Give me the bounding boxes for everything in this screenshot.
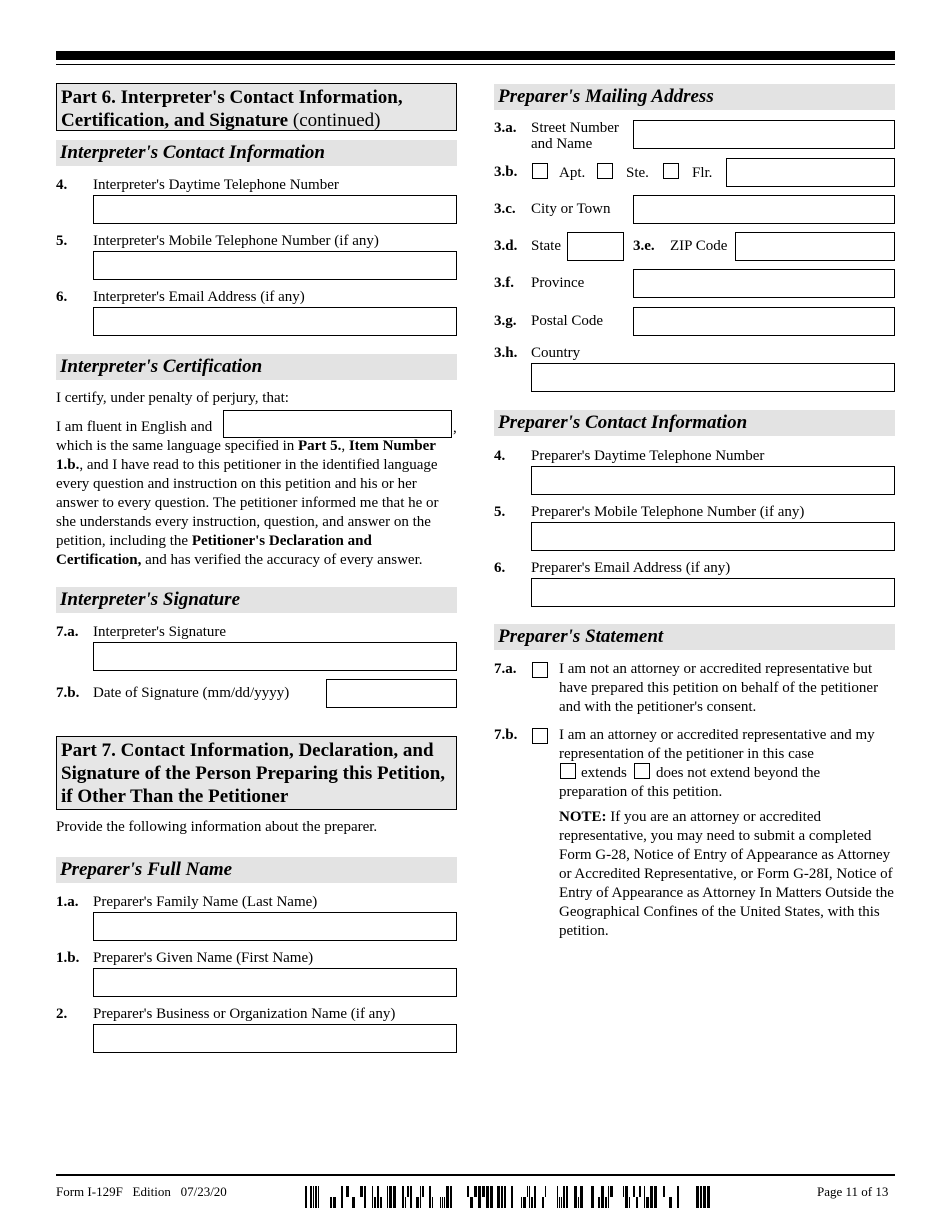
- field-label: Preparer's Email Address (if any): [531, 560, 731, 576]
- statement-b-text-end: preparation of this petition.: [559, 784, 723, 800]
- statement-a-text: I am not an attorney or accredited representative but have prepared this petition on behalf of the petitioner and with the petitioner's consent.: [559, 661, 879, 715]
- page-number: Page 11 of 13: [817, 1184, 889, 1199]
- item-number: 1.b.: [56, 950, 80, 966]
- checkbox-label: Apt.: [559, 165, 586, 181]
- form-edition: Form I-129F Edition 07/23/20: [56, 1184, 227, 1199]
- mailing-address-heading: Preparer's Mailing Address: [494, 84, 895, 110]
- flr-checkbox[interactable]: [663, 163, 679, 179]
- interpreter-certification-heading: Interpreter's Certification: [56, 354, 457, 380]
- field-label: Province: [531, 275, 585, 291]
- preparer-full-name-heading: Preparer's Full Name: [56, 857, 457, 883]
- attorney-checkbox[interactable]: [532, 728, 548, 744]
- field-label: Date of Signature (mm/dd/yyyy): [93, 685, 290, 701]
- item-number: 7.a.: [56, 624, 79, 640]
- field-label: Interpreter's Daytime Telephone Number: [93, 177, 339, 193]
- cert-bold-declaration: Petitioner's Declaration and Certification,: [56, 533, 372, 568]
- item-number: 7.a.: [494, 661, 517, 677]
- preparer-given-name-input[interactable]: [93, 968, 457, 997]
- cert-bold-part: Part 5.: [298, 438, 342, 454]
- note-label: NOTE:: [559, 809, 607, 825]
- field-label: Preparer's Given Name (First Name): [93, 950, 314, 966]
- preparer-mobile-phone-input[interactable]: [531, 522, 895, 551]
- part7-intro: Provide the following information about the preparer.: [56, 819, 378, 835]
- preparer-daytime-phone-input[interactable]: [531, 466, 895, 495]
- item-number: 4.: [56, 177, 68, 193]
- preparer-contact-heading: Preparer's Contact Information: [494, 410, 895, 436]
- checkbox-label: Ste.: [626, 165, 649, 181]
- interpreter-signature-input[interactable]: [93, 642, 457, 671]
- postal-code-input[interactable]: [633, 307, 895, 336]
- item-number: 3.f.: [494, 275, 514, 291]
- cert-text: and has verified the accuracy of every answer.: [141, 552, 423, 568]
- field-label: Interpreter's Signature: [93, 624, 227, 640]
- street-input[interactable]: [633, 120, 895, 149]
- part7-title: Part 7. Contact Information, Declaration, and Signature of the Person Preparing this Petition, if Other Than the Petitioner: [61, 740, 446, 807]
- interpreter-mobile-phone-input[interactable]: [93, 251, 457, 280]
- barcode-graphic: [305, 1186, 711, 1208]
- ste-checkbox[interactable]: [597, 163, 613, 179]
- statement-b-text: I am an attorney or accredited representative and my representation of the petitioner in this case: [559, 727, 875, 762]
- country-input[interactable]: [531, 363, 895, 392]
- extends-checkbox[interactable]: [560, 763, 576, 779]
- certify-line: I certify, under penalty of perjury, that:: [56, 390, 289, 406]
- item-number: 2.: [56, 1006, 68, 1022]
- field-label: Interpreter's Email Address (if any): [93, 289, 305, 305]
- language-input[interactable]: [223, 410, 452, 438]
- top-rule-thick: [56, 51, 895, 60]
- item-number: 3.a.: [494, 120, 517, 136]
- item-number: 6.: [56, 289, 68, 305]
- field-label: State: [531, 238, 561, 254]
- preparer-statement-heading: Preparer's Statement: [494, 624, 895, 650]
- item-number: 3.h.: [494, 345, 518, 361]
- comma: ,: [453, 420, 457, 436]
- state-input[interactable]: [567, 232, 624, 261]
- cert-bold-item: Item Number 1.b.: [56, 438, 436, 473]
- field-label: ZIP Code: [670, 238, 728, 254]
- field-label: and Name: [531, 136, 593, 152]
- footer-rule: [56, 1174, 895, 1176]
- apt-checkbox[interactable]: [532, 163, 548, 179]
- item-number: 4.: [494, 448, 506, 464]
- item-number: 5.: [56, 233, 68, 249]
- preparer-family-name-input[interactable]: [93, 912, 457, 941]
- part7-header: [56, 736, 457, 810]
- item-number: 3.g.: [494, 313, 517, 329]
- item-number: 3.b.: [494, 164, 518, 180]
- city-input[interactable]: [633, 195, 895, 224]
- item-number: 6.: [494, 560, 506, 576]
- does-not-extend-label: does not extend beyond the: [656, 765, 821, 781]
- top-rule-thin: [56, 64, 895, 65]
- barcode: [305, 1186, 711, 1208]
- certification-paragraph: [56, 437, 460, 570]
- interpreter-contact-heading: Interpreter's Contact Information: [56, 140, 457, 166]
- preparer-email-input[interactable]: [531, 578, 895, 607]
- cert-text: which is the same language specified in: [56, 438, 299, 454]
- note-text: If you are an attorney or accredited representative, you may need to submit a completed Form G-28, Notice of Entry of Appearance as Attorney or Accredited Representative, or Form G-28I, Notice of Entry of Appearance as Attorney In Matters Outside the Geographical Confines of the United States, with this petition.: [559, 809, 894, 939]
- field-label: Street Number: [531, 120, 619, 136]
- field-label: City or Town: [531, 201, 611, 217]
- item-number: 5.: [494, 504, 506, 520]
- cert-text: ,: [341, 438, 349, 454]
- part6-header: [56, 83, 457, 131]
- note-paragraph: [559, 808, 895, 941]
- interpreter-email-input[interactable]: [93, 307, 457, 336]
- item-number: 7.b.: [56, 685, 80, 701]
- field-label: Preparer's Daytime Telephone Number: [531, 448, 765, 464]
- not-attorney-checkbox[interactable]: [532, 662, 548, 678]
- field-label: Preparer's Business or Organization Name (if any): [93, 1006, 396, 1022]
- fluent-label: I am fluent in English and: [56, 419, 213, 435]
- unit-number-input[interactable]: [726, 158, 895, 187]
- interpreter-daytime-phone-input[interactable]: [93, 195, 457, 224]
- item-number: 3.e.: [633, 238, 655, 254]
- preparer-business-name-input[interactable]: [93, 1024, 457, 1053]
- part6-title: Part 6. Interpreter's Contact Information, Certification, and Signature: [61, 87, 403, 131]
- extends-label: extends: [581, 765, 627, 781]
- zip-code-input[interactable]: [735, 232, 895, 261]
- field-label: Preparer's Mobile Telephone Number (if any): [531, 504, 805, 520]
- cert-text: , and I have read to this petitioner in the identified language every question and instruction on this petition and his or her answer to every question. The petitioner informed me that he or she understands every instruction, question, and answer on the petition, including the: [56, 457, 439, 549]
- field-label: Country: [531, 345, 581, 361]
- item-number: 7.b.: [494, 727, 518, 743]
- field-label: Preparer's Family Name (Last Name): [93, 894, 318, 910]
- signature-date-input[interactable]: [326, 679, 457, 708]
- field-label: Postal Code: [531, 313, 604, 329]
- item-number: 1.a.: [56, 894, 79, 910]
- interpreter-signature-heading: Interpreter's Signature: [56, 587, 457, 613]
- checkbox-label: Flr.: [692, 165, 713, 181]
- part6-continued: (continued): [292, 110, 381, 131]
- province-input[interactable]: [633, 269, 895, 298]
- field-label: Interpreter's Mobile Telephone Number (if any): [93, 233, 379, 249]
- does-not-extend-checkbox[interactable]: [634, 763, 650, 779]
- item-number: 3.d.: [494, 238, 518, 254]
- item-number: 3.c.: [494, 201, 516, 217]
